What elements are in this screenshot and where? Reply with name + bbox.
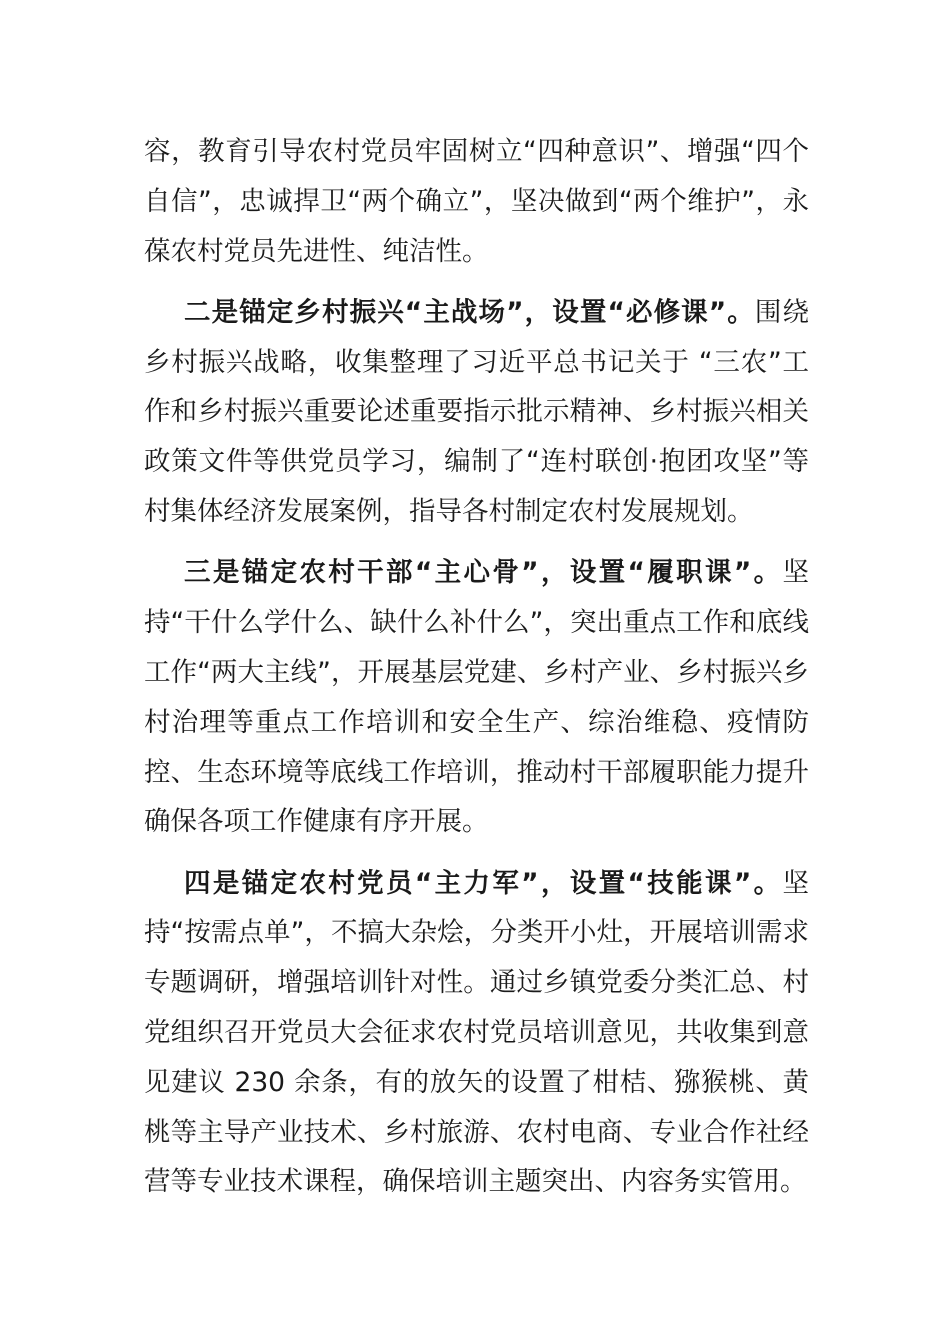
- paragraph-text: 坚持“干什么学什么、缺什么补什么”，突出重点工作和底线工作“两大主线”，开展基层党建、乡村产业、乡村振兴乡村治理等重点工作培训和安全生产、综治维稳、疫情防控、生态环境等底线工作培训，推动村干部履职能力提升确保各项工作健康有序开展。: [144, 557, 809, 838]
- paragraph-lead: 三是锚定农村干部“主心骨”，设置“履职课”。: [184, 557, 783, 589]
- document-body: [144, 127, 809, 1219]
- paragraph-lead: 四是锚定农村党员“主力军”，设置“技能课”。: [184, 867, 783, 899]
- paragraph-rural-cadres: [144, 548, 809, 847]
- paragraph-rural-revitalization: [144, 288, 809, 537]
- paragraph-rural-members: [144, 859, 809, 1208]
- paragraph-text: 围绕乡村振兴战略，收集整理了习近平总书记关于 “三农”工作和乡村振兴重要论述重要指示批示精神、乡村振兴相关政策文件等供党员学习，编制了“连村联创·抱团攻坚”等村集体经济发展案例，指导各村制定农村发展规划。: [144, 296, 810, 528]
- paragraph-lead: 二是锚定乡村振兴“主战场”，设置“必修课”。: [184, 296, 755, 328]
- paragraph-text: 坚持“按需点单”，不搞大杂烩，分类开小灶，开展培训需求专题调研，增强培训针对性。通过乡镇党委分类汇总、村党组织召开党员大会征求农村党员培训意见，共收集到意见建议 230 余条，有的放矢的设置了柑桔、猕猴桃、黄桃等主导产业技术、乡村旅游、农村电商、专业合作社经营等专业技术课程，确保培训主题突出、内容务实管用。: [144, 867, 809, 1198]
- paragraph-continuation: [144, 127, 809, 276]
- paragraph-text: 容，教育引导农村党员牢固树立“四种意识”、增强“四个自信”，忠诚捍卫“两个确立”，坚决做到“两个维护”，永葆农村党员先进性、纯洁性。: [144, 136, 809, 267]
